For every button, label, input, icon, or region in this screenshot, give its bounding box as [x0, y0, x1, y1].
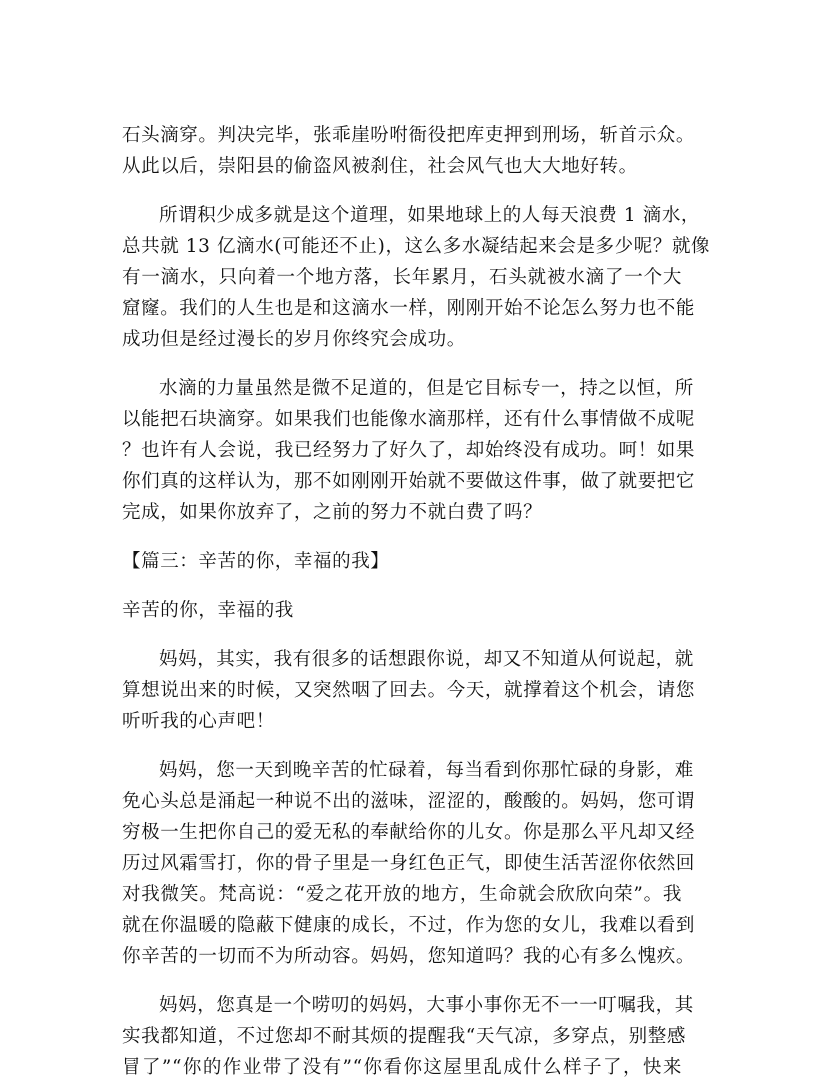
- text-line: ？也许有人会说，我已经努力了好久了，却始终没有成功。呵！如果: [122, 440, 696, 461]
- text-line: 从此以后，崇阳县的偷盗风被刹住，社会风气也大大地好转。: [122, 156, 638, 177]
- text-line: 完成，如果你放弃了，之前的努力不就白费了吗？: [122, 502, 543, 523]
- text-line: 历过风霜雪打，你的骨子里是一身红色正气，即使生活苦涩你依然回: [122, 853, 696, 874]
- document-page: [122, 120, 711, 1083]
- text-line: 冒了”“你的作业带了没有”“你看你这屋里乱成什么样子了，快来: [122, 1057, 682, 1078]
- text-line: 你辛苦的一切而不为所动容。妈妈，您知道吗？我的心有多么愧疚。: [122, 946, 696, 967]
- text-line: 免心头总是涌起一种说不出的滋味，涩涩的，酸酸的。妈妈，您可谓: [122, 791, 696, 812]
- section-heading: 【篇三：辛苦的你，幸福的我】: [122, 551, 390, 572]
- text-line: 总共就 13 亿滴水(可能还不止)，这么多水凝结起来会是多少呢？就像: [122, 236, 711, 257]
- text-line: 妈妈，其实，我有很多的话想跟你说，却又不知道从何说起，就: [159, 649, 694, 670]
- text-line: 所谓积少成多就是这个道理，如果地球上的人每天浪费 1 滴水，: [159, 205, 701, 226]
- text-line: 对我微笑。梵高说：“爱之花开放的地方，生命就会欣欣向荣”。我: [122, 884, 682, 905]
- paragraph-6: [122, 990, 694, 1083]
- paragraph-5: [122, 755, 696, 972]
- text-line: 就在你温暖的隐蔽下健康的成长，不过，作为您的女儿，我难以看到: [122, 915, 696, 936]
- text-line: 妈妈，您一天到晚辛苦的忙碌着，每当看到你那忙碌的身影，难: [159, 760, 694, 781]
- paragraph-3: [122, 373, 696, 528]
- text-line: 你们真的这样认为，那不如刚刚开始就不要做这件事，做了就要把它: [122, 471, 696, 492]
- text-line: 听听我的心声吧！: [122, 711, 275, 732]
- text-line: 妈妈，您真是一个唠叨的妈妈，大事小事你无不一一叮嘱我，其: [159, 995, 694, 1016]
- paragraph-4: [122, 644, 696, 737]
- text-line: 实我都知道，不过您却不耐其烦的提醒我“天气凉，多穿点，别整感: [122, 1026, 686, 1047]
- text-line: 石头滴穿。判决完毕，张乖崖吩咐衙役把库吏押到刑场，斩首示众。: [122, 125, 696, 146]
- text-line: 算想说出来的时候，又突然咽了回去。今天，就撑着这个机会，请您: [122, 680, 696, 701]
- subtitle: 辛苦的你，幸福的我: [122, 600, 294, 621]
- text-line: 以能把石块滴穿。如果我们也能像水滴那样，还有什么事情做不成呢: [122, 409, 696, 430]
- paragraph-2: [122, 200, 711, 355]
- paragraph-1: [122, 120, 696, 182]
- text-line: 穷极一生把你自己的爱无私的奉献给你的儿女。你是那么平凡却又经: [122, 822, 696, 843]
- text-line: 窟窿。我们的人生也是和这滴水一样，刚刚开始不论怎么努力也不能: [122, 298, 696, 319]
- text-line: 水滴的力量虽然是微不足道的，但是它目标专一，持之以恒，所: [159, 378, 694, 399]
- text-line: 成功但是经过漫长的岁月你终究会成功。: [122, 329, 466, 350]
- text-line: 有一滴水，只向着一个地方落，长年累月，石头就被水滴了一个大: [122, 267, 682, 288]
